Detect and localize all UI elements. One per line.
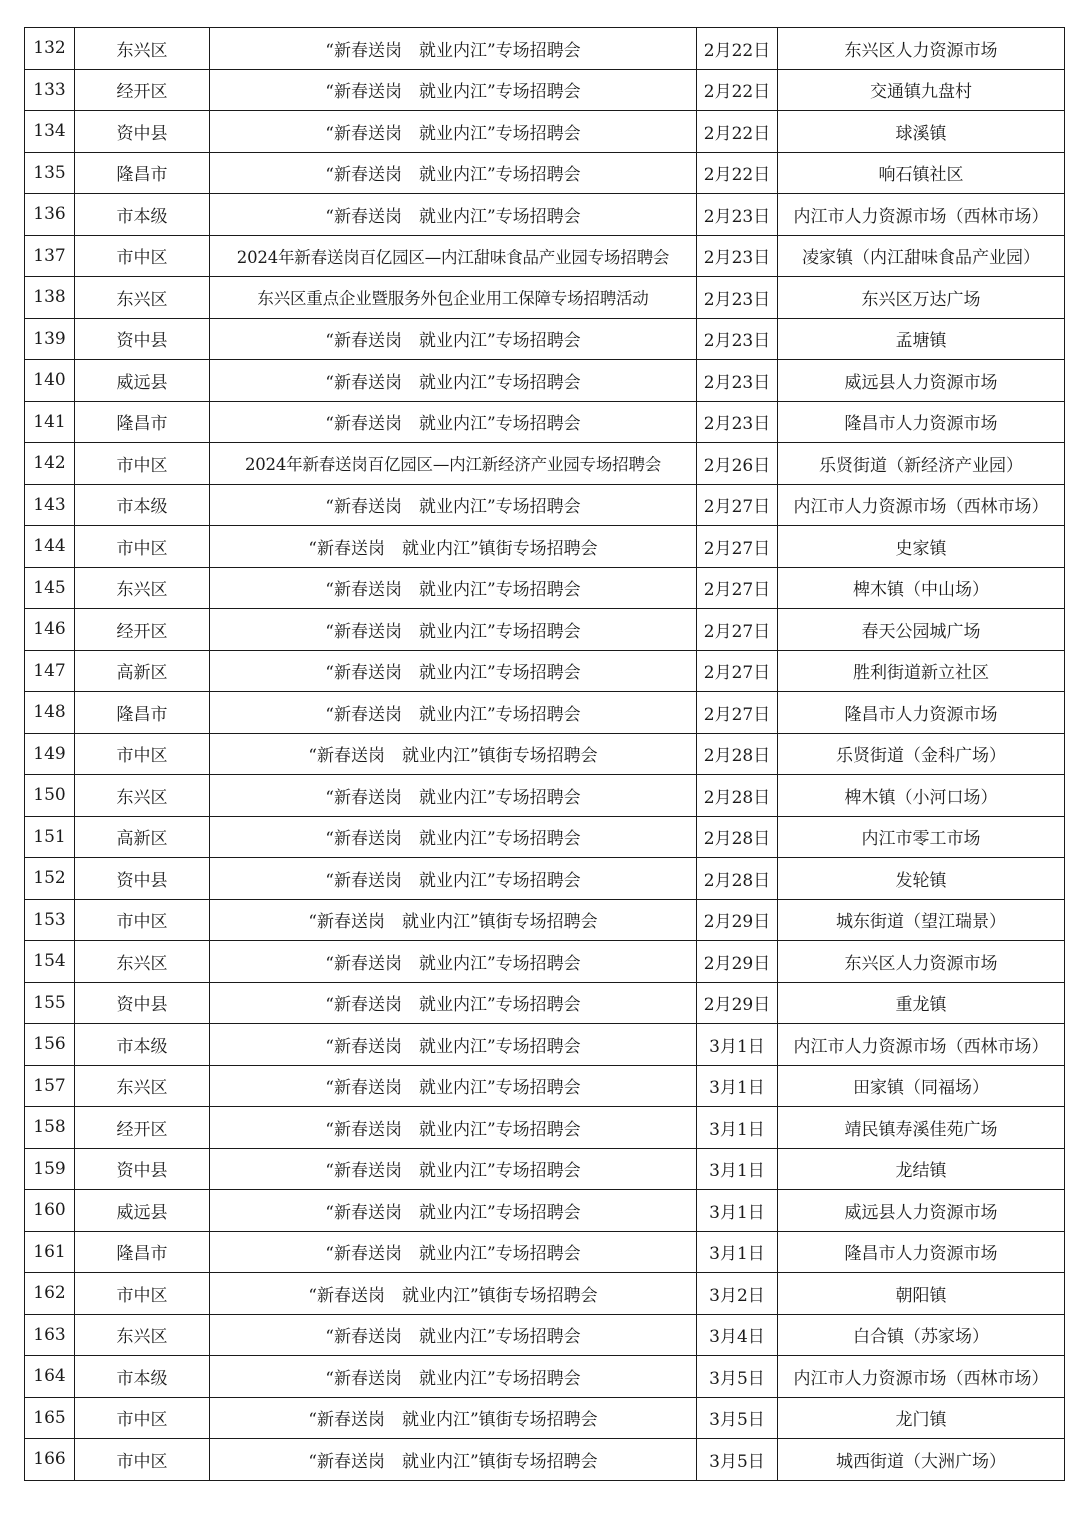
venue-cell: 龙结镇 bbox=[778, 1148, 1065, 1190]
event-date-cell: 2月27日 bbox=[697, 484, 778, 526]
event-date-cell: 2月29日 bbox=[697, 941, 778, 983]
row-number-cell: 157 bbox=[25, 1065, 75, 1107]
table-row bbox=[25, 899, 1065, 941]
event-name-cell: “新春送岗 就业内江”专场招聘会 bbox=[210, 1190, 697, 1232]
district-cell: 市中区 bbox=[75, 1439, 210, 1481]
row-number-cell: 161 bbox=[25, 1231, 75, 1273]
event-name-cell: “新春送岗 就业内江”专场招聘会 bbox=[210, 609, 697, 651]
table-row bbox=[25, 401, 1065, 443]
event-date-cell: 2月27日 bbox=[697, 567, 778, 609]
district-cell: 资中县 bbox=[75, 111, 210, 153]
venue-cell: 白合镇（苏家场） bbox=[778, 1314, 1065, 1356]
event-date-cell: 2月23日 bbox=[697, 277, 778, 319]
venue-cell: 胜利街道新立社区 bbox=[778, 650, 1065, 692]
district-cell: 资中县 bbox=[75, 858, 210, 900]
event-name-cell: “新春送岗 就业内江”专场招聘会 bbox=[210, 1231, 697, 1273]
venue-cell: 田家镇（同福场） bbox=[778, 1065, 1065, 1107]
district-cell: 东兴区 bbox=[75, 1314, 210, 1356]
venue-cell: 隆昌市人力资源市场 bbox=[778, 401, 1065, 443]
event-name-cell: “新春送岗 就业内江”专场招聘会 bbox=[210, 111, 697, 153]
event-name-cell: “新春送岗 就业内江”专场招聘会 bbox=[210, 1314, 697, 1356]
row-number-cell: 156 bbox=[25, 1024, 75, 1066]
row-number-cell: 144 bbox=[25, 526, 75, 568]
row-number-cell: 149 bbox=[25, 733, 75, 775]
table-row bbox=[25, 692, 1065, 734]
table-row bbox=[25, 111, 1065, 153]
venue-cell: 城西街道（大洲广场） bbox=[778, 1439, 1065, 1481]
table-row bbox=[25, 526, 1065, 568]
event-date-cell: 2月22日 bbox=[697, 69, 778, 111]
event-name-cell: “新春送岗 就业内江”专场招聘会 bbox=[210, 1356, 697, 1398]
venue-cell: 内江市人力资源市场（西林市场） bbox=[778, 194, 1065, 236]
event-name-cell: “新春送岗 就业内江”专场招聘会 bbox=[210, 650, 697, 692]
venue-cell: 东兴区人力资源市场 bbox=[778, 941, 1065, 983]
row-number-cell: 132 bbox=[25, 28, 75, 70]
district-cell: 市中区 bbox=[75, 526, 210, 568]
event-date-cell: 3月1日 bbox=[697, 1148, 778, 1190]
venue-cell: 隆昌市人力资源市场 bbox=[778, 692, 1065, 734]
table-row bbox=[25, 1107, 1065, 1149]
event-name-cell: “新春送岗 就业内江”专场招聘会 bbox=[210, 567, 697, 609]
event-name-cell: “新春送岗 就业内江”专场招聘会 bbox=[210, 941, 697, 983]
table-row bbox=[25, 1190, 1065, 1232]
district-cell: 资中县 bbox=[75, 1148, 210, 1190]
event-date-cell: 2月27日 bbox=[697, 526, 778, 568]
event-date-cell: 2月22日 bbox=[697, 152, 778, 194]
event-date-cell: 2月28日 bbox=[697, 775, 778, 817]
row-number-cell: 147 bbox=[25, 650, 75, 692]
event-date-cell: 2月28日 bbox=[697, 816, 778, 858]
venue-cell: 椑木镇（小河口场） bbox=[778, 775, 1065, 817]
event-date-cell: 2月29日 bbox=[697, 899, 778, 941]
event-name-cell: 2024年新春送岗百亿园区—内江新经济产业园专场招聘会 bbox=[210, 443, 697, 485]
row-number-cell: 155 bbox=[25, 982, 75, 1024]
district-cell: 高新区 bbox=[75, 816, 210, 858]
event-name-cell: “新春送岗 就业内江”专场招聘会 bbox=[210, 1148, 697, 1190]
event-name-cell: “新春送岗 就业内江”镇街专场招聘会 bbox=[210, 526, 697, 568]
venue-cell: 春天公园城广场 bbox=[778, 609, 1065, 651]
table-row bbox=[25, 1148, 1065, 1190]
row-number-cell: 162 bbox=[25, 1273, 75, 1315]
district-cell: 经开区 bbox=[75, 1107, 210, 1149]
row-number-cell: 151 bbox=[25, 816, 75, 858]
event-date-cell: 2月23日 bbox=[697, 318, 778, 360]
event-name-cell: “新春送岗 就业内江”专场招聘会 bbox=[210, 401, 697, 443]
event-date-cell: 2月28日 bbox=[697, 733, 778, 775]
table-row bbox=[25, 1024, 1065, 1066]
row-number-cell: 134 bbox=[25, 111, 75, 153]
venue-cell: 威远县人力资源市场 bbox=[778, 1190, 1065, 1232]
row-number-cell: 138 bbox=[25, 277, 75, 319]
event-name-cell: “新春送岗 就业内江”专场招聘会 bbox=[210, 1024, 697, 1066]
event-date-cell: 2月23日 bbox=[697, 401, 778, 443]
row-number-cell: 165 bbox=[25, 1397, 75, 1439]
table-row bbox=[25, 318, 1065, 360]
row-number-cell: 143 bbox=[25, 484, 75, 526]
table-row bbox=[25, 152, 1065, 194]
event-date-cell: 3月1日 bbox=[697, 1190, 778, 1232]
venue-cell: 史家镇 bbox=[778, 526, 1065, 568]
schedule-table-body bbox=[25, 28, 1065, 1481]
event-name-cell: “新春送岗 就业内江”专场招聘会 bbox=[210, 1107, 697, 1149]
venue-cell: 孟塘镇 bbox=[778, 318, 1065, 360]
venue-cell: 内江市零工市场 bbox=[778, 816, 1065, 858]
table-row bbox=[25, 858, 1065, 900]
venue-cell: 城东街道（望江瑞景） bbox=[778, 899, 1065, 941]
table-row bbox=[25, 443, 1065, 485]
event-name-cell: “新春送岗 就业内江”专场招聘会 bbox=[210, 360, 697, 402]
venue-cell: 朝阳镇 bbox=[778, 1273, 1065, 1315]
venue-cell: 响石镇社区 bbox=[778, 152, 1065, 194]
event-date-cell: 3月1日 bbox=[697, 1231, 778, 1273]
district-cell: 市中区 bbox=[75, 733, 210, 775]
table-row bbox=[25, 775, 1065, 817]
event-date-cell: 3月1日 bbox=[697, 1107, 778, 1149]
event-name-cell: “新春送岗 就业内江”镇街专场招聘会 bbox=[210, 1439, 697, 1481]
event-date-cell: 3月5日 bbox=[697, 1439, 778, 1481]
table-row bbox=[25, 733, 1065, 775]
venue-cell: 威远县人力资源市场 bbox=[778, 360, 1065, 402]
district-cell: 资中县 bbox=[75, 982, 210, 1024]
district-cell: 东兴区 bbox=[75, 567, 210, 609]
event-name-cell: “新春送岗 就业内江”专场招聘会 bbox=[210, 152, 697, 194]
row-number-cell: 136 bbox=[25, 194, 75, 236]
row-number-cell: 142 bbox=[25, 443, 75, 485]
event-date-cell: 2月23日 bbox=[697, 360, 778, 402]
district-cell: 市中区 bbox=[75, 1397, 210, 1439]
district-cell: 隆昌市 bbox=[75, 1231, 210, 1273]
event-name-cell: “新春送岗 就业内江”专场招聘会 bbox=[210, 28, 697, 70]
event-date-cell: 2月22日 bbox=[697, 111, 778, 153]
district-cell: 经开区 bbox=[75, 609, 210, 651]
table-row bbox=[25, 1231, 1065, 1273]
table-row bbox=[25, 1273, 1065, 1315]
row-number-cell: 163 bbox=[25, 1314, 75, 1356]
venue-cell: 内江市人力资源市场（西林市场） bbox=[778, 484, 1065, 526]
event-date-cell: 3月5日 bbox=[697, 1356, 778, 1398]
row-number-cell: 133 bbox=[25, 69, 75, 111]
row-number-cell: 166 bbox=[25, 1439, 75, 1481]
job-fair-schedule-table bbox=[24, 27, 1065, 1481]
row-number-cell: 159 bbox=[25, 1148, 75, 1190]
event-date-cell: 3月1日 bbox=[697, 1065, 778, 1107]
row-number-cell: 160 bbox=[25, 1190, 75, 1232]
table-row bbox=[25, 484, 1065, 526]
event-date-cell: 2月27日 bbox=[697, 609, 778, 651]
row-number-cell: 158 bbox=[25, 1107, 75, 1149]
venue-cell: 球溪镇 bbox=[778, 111, 1065, 153]
venue-cell: 东兴区人力资源市场 bbox=[778, 28, 1065, 70]
event-name-cell: “新春送岗 就业内江”镇街专场招聘会 bbox=[210, 1397, 697, 1439]
event-date-cell: 2月27日 bbox=[697, 650, 778, 692]
event-date-cell: 2月27日 bbox=[697, 692, 778, 734]
district-cell: 东兴区 bbox=[75, 28, 210, 70]
table-row bbox=[25, 941, 1065, 983]
venue-cell: 内江市人力资源市场（西林市场） bbox=[778, 1356, 1065, 1398]
table-row bbox=[25, 609, 1065, 651]
district-cell: 东兴区 bbox=[75, 775, 210, 817]
district-cell: 隆昌市 bbox=[75, 152, 210, 194]
row-number-cell: 154 bbox=[25, 941, 75, 983]
row-number-cell: 148 bbox=[25, 692, 75, 734]
event-name-cell: “新春送岗 就业内江”专场招聘会 bbox=[210, 982, 697, 1024]
table-row bbox=[25, 1439, 1065, 1481]
district-cell: 市中区 bbox=[75, 1273, 210, 1315]
district-cell: 市本级 bbox=[75, 1024, 210, 1066]
row-number-cell: 152 bbox=[25, 858, 75, 900]
event-date-cell: 3月2日 bbox=[697, 1273, 778, 1315]
event-name-cell: “新春送岗 就业内江”专场招聘会 bbox=[210, 858, 697, 900]
table-row bbox=[25, 1065, 1065, 1107]
event-date-cell: 2月23日 bbox=[697, 194, 778, 236]
table-row bbox=[25, 567, 1065, 609]
row-number-cell: 146 bbox=[25, 609, 75, 651]
event-date-cell: 3月1日 bbox=[697, 1024, 778, 1066]
row-number-cell: 135 bbox=[25, 152, 75, 194]
district-cell: 威远县 bbox=[75, 1190, 210, 1232]
table-row bbox=[25, 28, 1065, 70]
event-name-cell: “新春送岗 就业内江”专场招聘会 bbox=[210, 484, 697, 526]
event-name-cell: “新春送岗 就业内江”专场招聘会 bbox=[210, 69, 697, 111]
venue-cell: 靖民镇寿溪佳苑广场 bbox=[778, 1107, 1065, 1149]
event-date-cell: 2月28日 bbox=[697, 858, 778, 900]
venue-cell: 乐贤街道（金科广场） bbox=[778, 733, 1065, 775]
event-name-cell: “新春送岗 就业内江”镇街专场招聘会 bbox=[210, 1273, 697, 1315]
table-row bbox=[25, 1356, 1065, 1398]
venue-cell: 隆昌市人力资源市场 bbox=[778, 1231, 1065, 1273]
row-number-cell: 164 bbox=[25, 1356, 75, 1398]
event-name-cell: “新春送岗 就业内江”镇街专场招聘会 bbox=[210, 899, 697, 941]
district-cell: 市本级 bbox=[75, 484, 210, 526]
venue-cell: 椑木镇（中山场） bbox=[778, 567, 1065, 609]
event-date-cell: 3月5日 bbox=[697, 1397, 778, 1439]
venue-cell: 发轮镇 bbox=[778, 858, 1065, 900]
row-number-cell: 139 bbox=[25, 318, 75, 360]
event-name-cell: “新春送岗 就业内江”专场招聘会 bbox=[210, 692, 697, 734]
venue-cell: 龙门镇 bbox=[778, 1397, 1065, 1439]
district-cell: 市中区 bbox=[75, 899, 210, 941]
event-name-cell: “新春送岗 就业内江”专场招聘会 bbox=[210, 816, 697, 858]
event-date-cell: 2月26日 bbox=[697, 443, 778, 485]
district-cell: 市本级 bbox=[75, 1356, 210, 1398]
event-name-cell: “新春送岗 就业内江”镇街专场招聘会 bbox=[210, 733, 697, 775]
district-cell: 市中区 bbox=[75, 235, 210, 277]
district-cell: 市本级 bbox=[75, 194, 210, 236]
table-row bbox=[25, 277, 1065, 319]
venue-cell: 交通镇九盘村 bbox=[778, 69, 1065, 111]
district-cell: 隆昌市 bbox=[75, 692, 210, 734]
venue-cell: 凌家镇（内江甜味食品产业园） bbox=[778, 235, 1065, 277]
venue-cell: 内江市人力资源市场（西林市场） bbox=[778, 1024, 1065, 1066]
table-row bbox=[25, 360, 1065, 402]
event-name-cell: “新春送岗 就业内江”专场招聘会 bbox=[210, 775, 697, 817]
event-name-cell: “新春送岗 就业内江”专场招聘会 bbox=[210, 194, 697, 236]
row-number-cell: 145 bbox=[25, 567, 75, 609]
table-row bbox=[25, 816, 1065, 858]
district-cell: 东兴区 bbox=[75, 1065, 210, 1107]
venue-cell: 重龙镇 bbox=[778, 982, 1065, 1024]
row-number-cell: 150 bbox=[25, 775, 75, 817]
district-cell: 东兴区 bbox=[75, 277, 210, 319]
row-number-cell: 140 bbox=[25, 360, 75, 402]
event-name-cell: 东兴区重点企业暨服务外包企业用工保障专场招聘活动 bbox=[210, 277, 697, 319]
table-row bbox=[25, 69, 1065, 111]
venue-cell: 东兴区万达广场 bbox=[778, 277, 1065, 319]
table-row bbox=[25, 194, 1065, 236]
event-date-cell: 2月29日 bbox=[697, 982, 778, 1024]
row-number-cell: 141 bbox=[25, 401, 75, 443]
table-row bbox=[25, 235, 1065, 277]
event-date-cell: 2月23日 bbox=[697, 235, 778, 277]
table-row bbox=[25, 1314, 1065, 1356]
table-row bbox=[25, 650, 1065, 692]
row-number-cell: 137 bbox=[25, 235, 75, 277]
event-name-cell: “新春送岗 就业内江”专场招聘会 bbox=[210, 1065, 697, 1107]
district-cell: 资中县 bbox=[75, 318, 210, 360]
event-date-cell: 3月4日 bbox=[697, 1314, 778, 1356]
district-cell: 经开区 bbox=[75, 69, 210, 111]
district-cell: 威远县 bbox=[75, 360, 210, 402]
district-cell: 市中区 bbox=[75, 443, 210, 485]
table-row bbox=[25, 1397, 1065, 1439]
event-name-cell: “新春送岗 就业内江”专场招聘会 bbox=[210, 318, 697, 360]
row-number-cell: 153 bbox=[25, 899, 75, 941]
venue-cell: 乐贤街道（新经济产业园） bbox=[778, 443, 1065, 485]
district-cell: 东兴区 bbox=[75, 941, 210, 983]
event-date-cell: 2月22日 bbox=[697, 28, 778, 70]
event-name-cell: 2024年新春送岗百亿园区—内江甜味食品产业园专场招聘会 bbox=[210, 235, 697, 277]
district-cell: 高新区 bbox=[75, 650, 210, 692]
district-cell: 隆昌市 bbox=[75, 401, 210, 443]
table-row bbox=[25, 982, 1065, 1024]
